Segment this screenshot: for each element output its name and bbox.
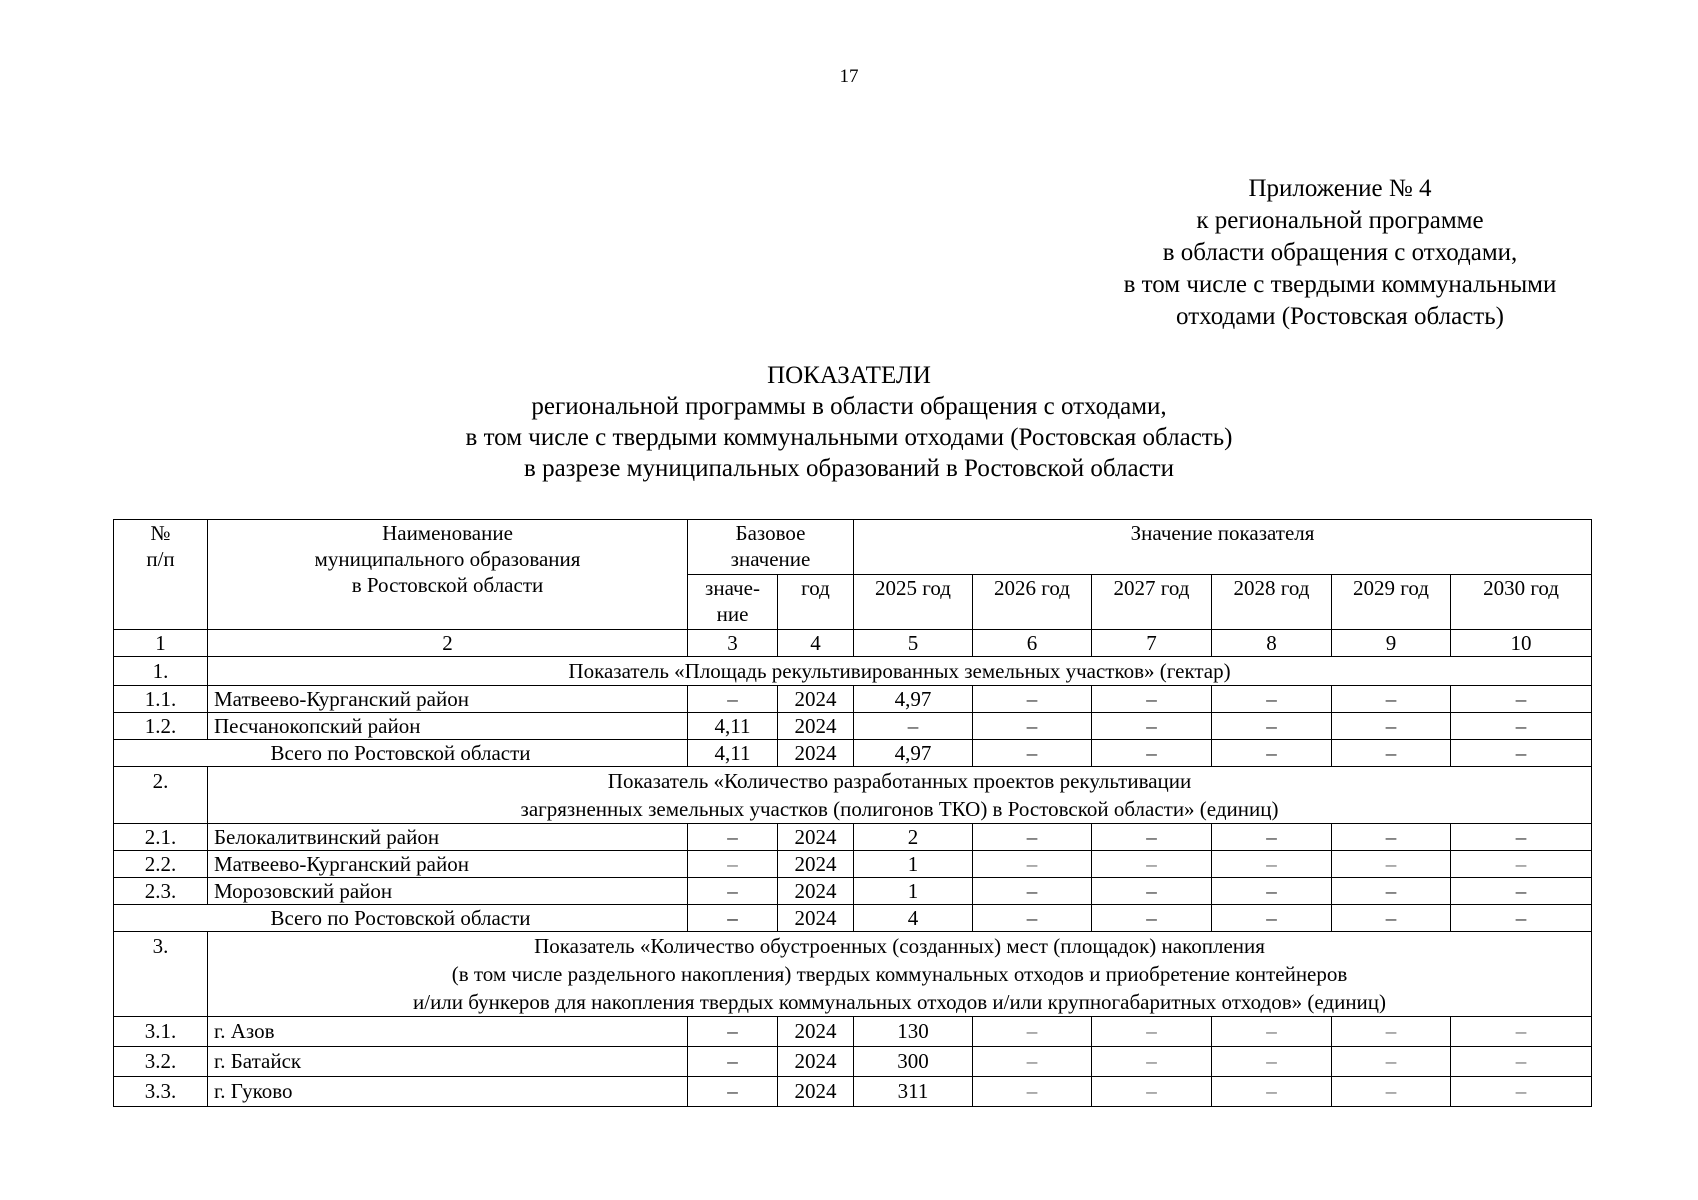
total-value: – xyxy=(1451,905,1592,932)
indicator-value: – xyxy=(1212,1017,1332,1047)
row-number: 1.1. xyxy=(114,686,208,713)
indicator-value: – xyxy=(1212,686,1332,713)
appendix-heading xyxy=(1040,173,1640,333)
indicator-value: – xyxy=(1332,1077,1451,1107)
base-value: – xyxy=(688,851,778,878)
indicator-value: – xyxy=(1212,824,1332,851)
column-number: 5 xyxy=(854,630,973,657)
indicator-value: – xyxy=(1092,878,1212,905)
indicator-value: 300 xyxy=(854,1047,973,1077)
indicator-value: – xyxy=(973,686,1092,713)
base-year: 2024 xyxy=(778,1077,854,1107)
section-title-line: загрязненных земельных участков (полигонов ТКО) в Ростовской области» (единиц) xyxy=(520,797,1279,821)
title-line: в разрезе муниципальных образований в Ростовской области xyxy=(524,455,1174,482)
section-title-line: Показатель «Площадь рекультивированных земельных участков» (гектар) xyxy=(568,659,1231,683)
row-number: 3.2. xyxy=(114,1047,208,1077)
section-number: 3. xyxy=(114,932,208,1017)
column-number: 6 xyxy=(973,630,1092,657)
municipality-name: Морозовский район xyxy=(208,878,688,905)
title-line: региональной программы в области обращения с отходами, xyxy=(531,393,1167,420)
indicator-value: – xyxy=(1451,713,1592,740)
header-year: 2030 год xyxy=(1451,575,1592,630)
indicator-value: – xyxy=(1451,878,1592,905)
base-value: – xyxy=(688,1017,778,1047)
total-label: Всего по Ростовской области xyxy=(114,905,688,932)
indicator-value: – xyxy=(973,713,1092,740)
municipality-name: Матвеево-Курганский район xyxy=(208,686,688,713)
section-title xyxy=(208,932,1592,1017)
base-year: 2024 xyxy=(778,713,854,740)
header-indicator: Значение показателя xyxy=(854,520,1592,575)
column-number: 4 xyxy=(778,630,854,657)
base-year: 2024 xyxy=(778,1047,854,1077)
total-value: – xyxy=(1451,740,1592,767)
total-value: – xyxy=(1332,905,1451,932)
header-year: 2025 год xyxy=(854,575,973,630)
base-year: 2024 xyxy=(778,824,854,851)
total-value: – xyxy=(1092,905,1212,932)
base-value: 4,11 xyxy=(688,713,778,740)
column-number: 9 xyxy=(1332,630,1451,657)
total-base-year: 2024 xyxy=(778,740,854,767)
base-year: 2024 xyxy=(778,1017,854,1047)
indicator-value: – xyxy=(1451,824,1592,851)
column-number: 10 xyxy=(1451,630,1592,657)
indicators-table xyxy=(113,519,1592,1107)
header-base xyxy=(688,520,854,575)
total-value: – xyxy=(973,740,1092,767)
table-row xyxy=(114,1047,1592,1077)
section-title-line: Показатель «Количество обустроенных (созданных) мест (площадок) накопления xyxy=(534,934,1265,958)
total-value: – xyxy=(1332,740,1451,767)
base-year: 2024 xyxy=(778,851,854,878)
indicator-value: – xyxy=(973,1047,1092,1077)
indicator-value: – xyxy=(1451,1077,1592,1107)
base-value: – xyxy=(688,686,778,713)
header-num-line: п/п xyxy=(146,547,175,571)
appendix-line: Приложение № 4 xyxy=(1248,175,1432,202)
section-title xyxy=(208,657,1592,686)
municipality-name: г. Азов xyxy=(208,1017,688,1047)
indicator-value: – xyxy=(973,824,1092,851)
indicator-value: – xyxy=(1092,686,1212,713)
municipality-name: Песчанокопский район xyxy=(208,713,688,740)
indicator-value: – xyxy=(1092,851,1212,878)
row-number: 3.1. xyxy=(114,1017,208,1047)
total-value: – xyxy=(1212,905,1332,932)
header-name xyxy=(208,520,688,630)
table-row xyxy=(114,713,1592,740)
appendix-line: в том числе с твердыми коммунальными xyxy=(1123,271,1557,298)
municipality-name: г. Батайск xyxy=(208,1047,688,1077)
indicator-value: – xyxy=(854,713,973,740)
header-base-value-line: значе- xyxy=(705,576,760,600)
section-title xyxy=(208,767,1592,824)
indicator-value: – xyxy=(1332,878,1451,905)
indicator-value: – xyxy=(1092,1047,1212,1077)
row-number: 2.3. xyxy=(114,878,208,905)
header-base-year: год xyxy=(778,575,854,630)
section-row xyxy=(114,932,1592,1017)
indicator-value: 4,97 xyxy=(854,686,973,713)
section-row xyxy=(114,767,1592,824)
table-row xyxy=(114,1017,1592,1047)
total-base-year: 2024 xyxy=(778,905,854,932)
base-value: – xyxy=(688,1077,778,1107)
column-number: 1 xyxy=(114,630,208,657)
indicator-value: – xyxy=(1092,824,1212,851)
total-value: – xyxy=(973,905,1092,932)
base-year: 2024 xyxy=(778,686,854,713)
indicator-value: – xyxy=(1212,878,1332,905)
header-year: 2029 год xyxy=(1332,575,1451,630)
indicator-value: – xyxy=(1332,824,1451,851)
indicator-value: – xyxy=(1212,713,1332,740)
total-label: Всего по Ростовской области xyxy=(114,740,688,767)
indicator-value: – xyxy=(1092,1077,1212,1107)
total-row xyxy=(114,740,1592,767)
indicator-value: – xyxy=(1332,1047,1451,1077)
total-base-value: – xyxy=(688,905,778,932)
appendix-line: в области обращения с отходами, xyxy=(1162,239,1518,266)
column-number: 7 xyxy=(1092,630,1212,657)
column-number: 8 xyxy=(1212,630,1332,657)
indicator-value: 130 xyxy=(854,1017,973,1047)
indicator-value: – xyxy=(1212,1077,1332,1107)
header-base-value-line: ние xyxy=(716,602,749,626)
table-row xyxy=(114,686,1592,713)
column-number: 2 xyxy=(208,630,688,657)
title-line: в том числе с твердыми коммунальными отходами (Ростовская область) xyxy=(465,424,1233,451)
indicator-value: – xyxy=(1212,1047,1332,1077)
indicator-value: 311 xyxy=(854,1077,973,1107)
header-base-value xyxy=(688,575,778,630)
column-number-row xyxy=(114,630,1592,657)
section-title-line: Показатель «Количество разработанных проектов рекультивации xyxy=(607,769,1192,793)
indicator-value: – xyxy=(973,851,1092,878)
column-number: 3 xyxy=(688,630,778,657)
indicator-value: – xyxy=(1092,1017,1212,1047)
table-row xyxy=(114,1077,1592,1107)
municipality-name: Матвеево-Курганский район xyxy=(208,851,688,878)
appendix-line: к региональной программе xyxy=(1196,207,1484,234)
section-number: 1. xyxy=(114,657,208,686)
indicator-value: – xyxy=(1212,851,1332,878)
indicator-value: – xyxy=(973,1017,1092,1047)
municipality-name: Белокалитвинский район xyxy=(208,824,688,851)
appendix-line: отходами (Ростовская область) xyxy=(1176,303,1504,330)
header-year: 2028 год xyxy=(1212,575,1332,630)
base-value: – xyxy=(688,878,778,905)
header-base-line: значение xyxy=(730,547,811,571)
indicator-value: – xyxy=(1092,713,1212,740)
header-name-line: муниципального образования xyxy=(314,547,581,571)
total-value: 4,97 xyxy=(854,740,973,767)
table-row xyxy=(114,878,1592,905)
indicator-value: – xyxy=(1332,1017,1451,1047)
total-row xyxy=(114,905,1592,932)
base-value: – xyxy=(688,1047,778,1077)
row-number: 2.2. xyxy=(114,851,208,878)
indicator-value: – xyxy=(1451,851,1592,878)
row-number: 1.2. xyxy=(114,713,208,740)
section-title-line: (в том числе раздельного накопления) твердых коммунальных отходов и приобретение контейнеров xyxy=(451,962,1348,986)
total-value: – xyxy=(1092,740,1212,767)
indicator-value: – xyxy=(973,1077,1092,1107)
header-base-line: Базовое xyxy=(735,521,806,545)
indicator-value: 1 xyxy=(854,878,973,905)
total-value: 4 xyxy=(854,905,973,932)
section-number: 2. xyxy=(114,767,208,824)
indicator-value: 2 xyxy=(854,824,973,851)
table-row xyxy=(114,851,1592,878)
municipality-name: г. Гуково xyxy=(208,1077,688,1107)
section-title-line: и/или бункеров для накопления твердых коммунальных отходов и/или крупногабаритных отходов» (единиц) xyxy=(413,990,1387,1014)
row-number: 3.3. xyxy=(114,1077,208,1107)
indicator-value: – xyxy=(1332,686,1451,713)
row-number: 2.1. xyxy=(114,824,208,851)
header-year: 2027 год xyxy=(1092,575,1212,630)
indicator-value: – xyxy=(1332,713,1451,740)
total-base-value: 4,11 xyxy=(688,740,778,767)
indicator-value: – xyxy=(973,878,1092,905)
header-num-line: № xyxy=(150,521,171,545)
title-line: ПОКАЗАТЕЛИ xyxy=(767,362,931,389)
section-row xyxy=(114,657,1592,686)
page-number: 17 xyxy=(839,66,859,87)
indicator-value: – xyxy=(1332,851,1451,878)
total-value: – xyxy=(1212,740,1332,767)
indicator-value: – xyxy=(1451,1047,1592,1077)
header-year: 2026 год xyxy=(973,575,1092,630)
base-value: – xyxy=(688,824,778,851)
document-title xyxy=(0,360,1698,484)
indicator-value: 1 xyxy=(854,851,973,878)
indicator-value: – xyxy=(1451,1017,1592,1047)
indicator-value: – xyxy=(1451,686,1592,713)
header-num xyxy=(114,520,208,630)
base-year: 2024 xyxy=(778,878,854,905)
header-name-line: Наименование xyxy=(382,521,513,545)
table-row xyxy=(114,824,1592,851)
header-name-line: в Ростовской области xyxy=(351,573,544,597)
